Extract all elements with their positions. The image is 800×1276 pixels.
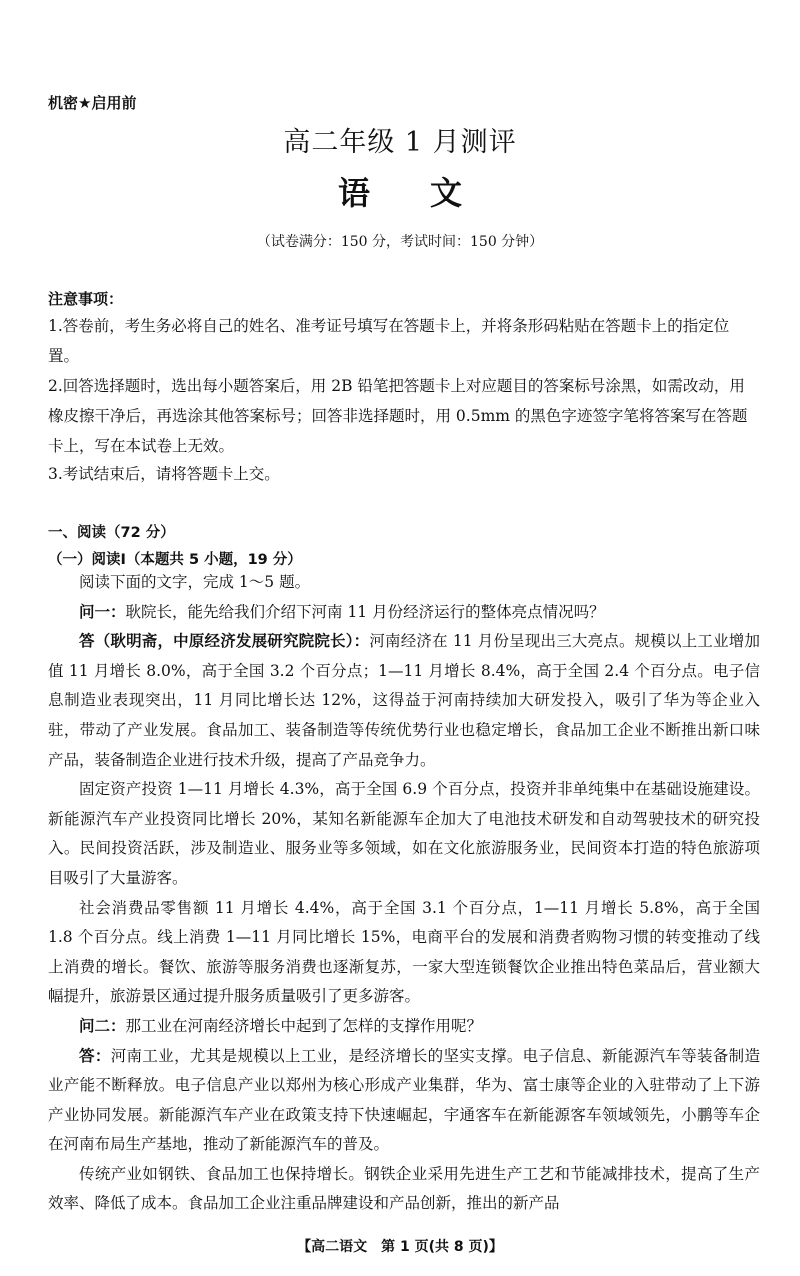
note-item xyxy=(48,371,758,461)
question-text: 那工业在河南经济增长中起到了怎样的支撑作用呢？ xyxy=(125,1016,483,1035)
question-label: 问二： xyxy=(79,1016,126,1035)
subsection-heading: （一）阅读Ⅰ（本题共 5 小题，19 分） xyxy=(48,552,302,568)
instruction: 阅读下面的文字，完成 1～5 题。 xyxy=(79,573,311,591)
note-text: 答卷前，考生务必将自己的姓名、准考证号填写在答题卡上，并将条形码粘贴在答题卡上的指定位置。 xyxy=(48,317,730,365)
note-text: 考试结束后，请将答题卡上交。 xyxy=(62,465,280,483)
answer-text: 河南经济在 11 月份呈现出三大亮点。规模以上工业增加值 11 月增长 8.0%，高于全国 3.2 个百分点；1—11 月增长 8.4%，高于全国 2.4 个百分点。电子信息制造业表现突出，11 月同比增长达 12%，这得益于河南持续加大研发投入，吸引了华为等企业入驻，带动了产业发展。食品加工、装备制造等传统优势行业也稳定增长，食品加工企业不断推出新口味产品，装备制造企业进行技术升级，提高了产品竞争力。 xyxy=(48,632,760,769)
question-label: 问一： xyxy=(79,602,126,621)
page-footer: 【高二语文 第 1 页(共 8 页)】 xyxy=(297,1239,503,1255)
confidential-mark: 机密★启用前 xyxy=(48,94,137,112)
exam-title: 高二年级 1 月测评 xyxy=(283,127,517,158)
note-number: 1. xyxy=(48,317,63,335)
paragraph: 社会消费品零售额 11 月增长 4.4%，高于全国 3.1 个百分点，1—11 月增长 5.8%，高于全国 1.8 个百分点。线上消费 1—11 月同比增长 15%，电商平台的发展和消费者购物习惯的转变推动了线上消费的增长。餐饮、旅游等服务消费也逐渐复苏，一家大型连锁餐饮企业推出特色菜品后，营业额大幅提升，旅游景区通过提升服务质量吸引了更多游客。 xyxy=(48,898,760,1006)
subject-title: 语文 xyxy=(337,174,522,212)
paragraph: 传统产业如钢铁、食品加工也保持增长。钢铁企业采用先进生产工艺和节能减排技术，提高了生产效率、降低了成本。食品加工企业注重品牌建设和产品创新，推出的新产品 xyxy=(48,1164,760,1213)
question-2 xyxy=(48,1012,760,1042)
note-text: 回答选择题时，选出每小题答案后，用 2B 铅笔把答题卡上对应题目的答案标号涂黑，如需改动，用橡皮擦干净后，再选涂其他答案标号；回答非选择题时，用 0.5mm 的黑色字迹签字笔将答案写在答题卡上，写在本试卷上无效。 xyxy=(48,377,748,455)
answer-2 xyxy=(48,1042,760,1160)
paragraph: 固定资产投资 1—11 月增长 4.3%，高于全国 6.9 个百分点，投资并非单纯集中在基础设施建设。新能源汽车产业投资同比增长 20%，某知名新能源车企加大了电池技术研发和自动驾驶技术的研究投入。民间投资活跃，涉及制造业、服务业等多领域，如在文化旅游服务业，民间资本打造的特色旅游项目吸引了大量游客。 xyxy=(48,780,760,887)
note-number: 2. xyxy=(48,377,63,395)
question-text: 耿院长，能先给我们介绍下河南 11 月份经济运行的整体亮点情况吗？ xyxy=(125,602,605,621)
question-1 xyxy=(48,598,760,628)
exam-info: （试卷满分：150 分，考试时间：150 分钟） xyxy=(256,234,544,250)
note-item xyxy=(48,459,758,489)
answer-label: 答： xyxy=(79,1046,111,1065)
note-item xyxy=(48,311,758,371)
section-heading: 一、阅读（72 分） xyxy=(48,525,175,541)
answer-1 xyxy=(48,627,760,775)
passage xyxy=(48,568,760,1219)
answer-label: 答（耿明斋，中原经济发展研究院院长）： xyxy=(79,632,370,651)
answer-text: 河南工业，尤其是规模以上工业，是经济增长的坚实支撑。电子信息、新能源汽车等装备制造业产能不断释放。电子信息产业以郑州为核心形成产业集群，华为、富士康等企业的入驻带动了上下游产业协同发展。新能源汽车产业在政策支持下快速崛起，宇通客车在新能源客车领域领先，小鹏等车企在河南布局生产基地，推动了新能源汽车的普及。 xyxy=(48,1046,760,1154)
note-number: 3. xyxy=(48,465,63,483)
notes-title: 注意事项： xyxy=(48,290,124,308)
